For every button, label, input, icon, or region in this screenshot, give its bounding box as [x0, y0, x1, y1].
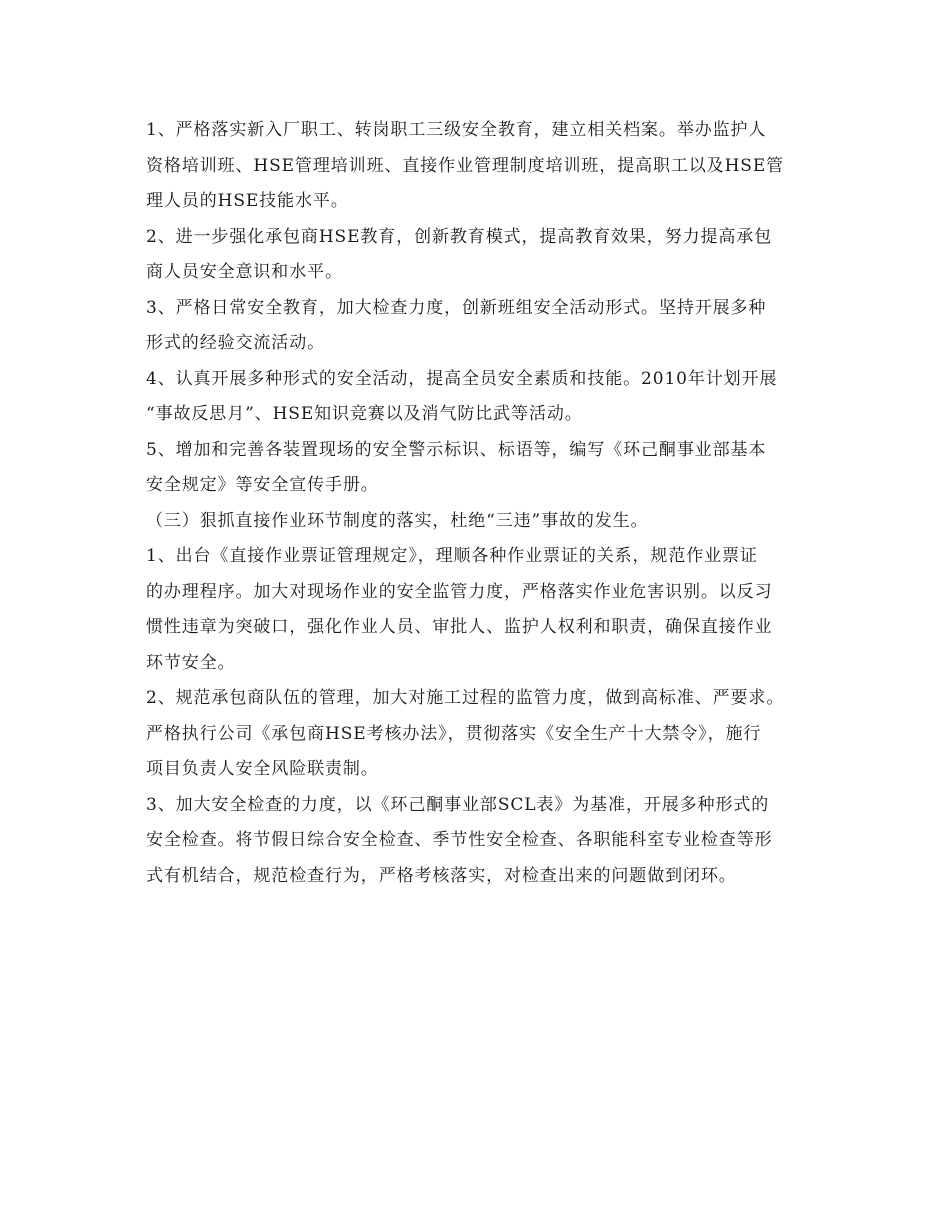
text-line: 形式的经验交流活动。 [146, 333, 325, 353]
text-line: 5、增加和完善各装置现场的安全警示标识、标语等，编写《环己酮事业部基本 [146, 439, 767, 460]
text-line: 理人员的HSE技能水平。 [146, 191, 349, 211]
text-line: 环节安全。 [146, 652, 236, 673]
document-body [146, 113, 806, 894]
section-heading: （三）狠抓直接作业环节制度的落实，杜绝“三违”事故的发生。 [146, 510, 649, 531]
text-line: 项目负责人安全风险联责制。 [146, 759, 379, 779]
text-line: 1、严格落实新入厂职工、转岗职工三级安全教育，建立相关档案。举办监护人 [146, 120, 767, 140]
text-line: 3、加大安全检查的力度，以《环己酮事业部SCL表》为基准，开展多种形式的 [146, 794, 770, 815]
text-line: 4、认真开展多种形式的安全活动，提高全员安全素质和技能。2010年计划开展 [146, 368, 778, 389]
text-line: 式有机结合，规范检查行为，严格考核落实，对检查出来的问题做到闭环。 [146, 865, 737, 886]
text-line: 2、规范承包商队伍的管理，加大对施工过程的监管力度，做到高标准、严要求。 [146, 688, 785, 708]
text-line: “事故反思月”、HSE知识竞赛以及消气防比武等活动。 [146, 404, 583, 424]
text-line: 的办理程序。加大对现场作业的安全监管力度，严格落实作业危害识别。以反习 [146, 581, 773, 602]
text-line: 1、出台《直接作业票证管理规定》，理顺各种作业票证的关系，规范作业票证 [146, 546, 758, 566]
text-line: 安全规定》等安全宣传手册。 [146, 475, 379, 495]
text-line: 商人员安全意识和水平。 [146, 262, 343, 282]
text-line: 安全检查。将节假日综合安全检查、季节性安全检查、各职能科室专业检查等形 [146, 830, 773, 850]
text-line: 3、严格日常安全教育，加大检查力度，创新班组安全活动形式。坚持开展多种 [146, 297, 767, 318]
text-line: 2、进一步强化承包商HSE教育，创新教育模式，提高教育效果，努力提高承包 [146, 226, 773, 247]
text-line: 严格执行公司《承包商HSE考核办法》，贯彻落实《安全生产十大禁令》，施行 [146, 723, 762, 744]
text-line: 资格培训班、HSE管理培训班、直接作业管理制度培训班，提高职工以及HSE管 [146, 155, 785, 176]
text-line: 惯性违章为突破口，强化作业人员、审批人、监护人权利和职责，确保直接作业 [146, 617, 773, 637]
